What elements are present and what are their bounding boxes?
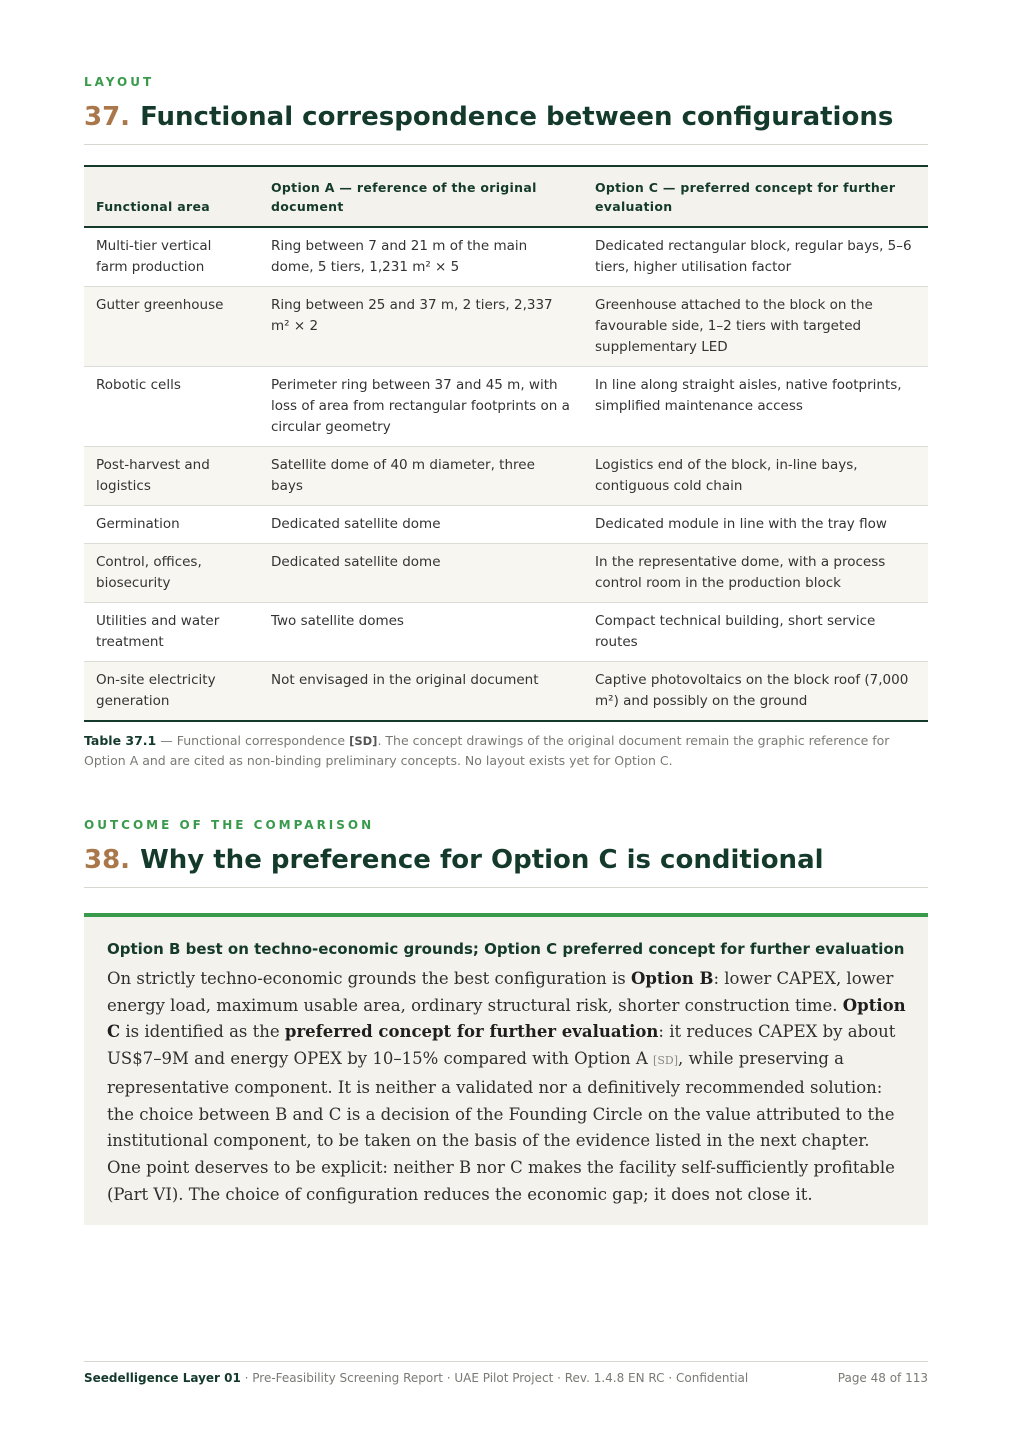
source-tag: [SD] (653, 1054, 678, 1068)
table-cell: Control, offices, biosecurity (84, 544, 259, 603)
callout-title: Option B best on techno-economic grounds; Option C preferred concept for further evaluation (107, 940, 905, 958)
table-row (84, 662, 928, 722)
table-cell: Logistics end of the block, in-line bays, contiguous cold chain (583, 447, 928, 506)
table-cell: Dedicated satellite dome (259, 506, 583, 544)
correspondence-table (84, 165, 928, 722)
table-cell: Greenhouse attached to the block on the favourable side, 1–2 tiers with targeted supplementary LED (583, 287, 928, 367)
page-footer (84, 1371, 928, 1385)
footer-divider (84, 1361, 928, 1362)
section-number: 38. (84, 845, 131, 875)
table-row (84, 227, 928, 287)
table-cell: Two satellite domes (259, 603, 583, 662)
emphasis-text: Option C (107, 995, 906, 1042)
section-heading (84, 845, 824, 875)
footer-text: · Pre-Feasibility Screening Report · UAE Pilot Project · Rev. 1.4.8 EN RC · Confidential (240, 1371, 749, 1385)
table-cell: Dedicated rectangular block, regular bays, 5–6 tiers, higher utilisation factor (583, 227, 928, 287)
column-header: Functional area (84, 166, 259, 227)
footer-brand: Seedelligence Layer 01 (84, 1371, 241, 1385)
section-eyebrow: OUTCOME OF THE COMPARISON (84, 818, 375, 832)
body-text: : it reduces CAPEX by about US$7–9M and energy OPEX by 10–15% compared with Option A (107, 1022, 896, 1069)
table-cell: On-site electricity generation (84, 662, 259, 722)
table-row (84, 506, 928, 544)
heading-divider (84, 144, 928, 145)
section-title: Why the preference for Option C is conditional (140, 845, 824, 875)
callout-body (107, 966, 906, 1208)
table-cell: Compact technical building, short service routes (583, 603, 928, 662)
table-cell: Satellite dome of 40 m diameter, three bays (259, 447, 583, 506)
caption-dash: — Functional correspondence (156, 733, 350, 748)
table-cell: Robotic cells (84, 367, 259, 447)
body-text: On strictly techno-economic grounds the best configuration is (107, 969, 631, 988)
table-caption (84, 731, 928, 771)
table-row (84, 544, 928, 603)
emphasis-text: preferred concept for further evaluation (284, 1022, 659, 1042)
table-row (84, 447, 928, 506)
section-number: 37. (84, 102, 131, 132)
table-row (84, 603, 928, 662)
section-eyebrow: LAYOUT (84, 75, 155, 89)
table-row (84, 367, 928, 447)
caption-text: . The concept drawings of the original document remain the graphic reference for Option A and are cited as non-binding preliminary concepts. No layout exists yet for Option C. (84, 733, 890, 768)
conclusion-callout (84, 913, 928, 1225)
table-cell: Gutter greenhouse (84, 287, 259, 367)
body-text: is identified as the (120, 1022, 285, 1042)
section-title: Functional correspondence between configurations (140, 102, 894, 132)
column-header: Option A — reference of the original document (259, 166, 583, 227)
section-heading (84, 102, 893, 132)
heading-divider (84, 887, 928, 888)
table-cell: Dedicated satellite dome (259, 544, 583, 603)
column-header: Option C — preferred concept for further evaluation (583, 166, 928, 227)
table-cell: Not envisaged in the original document (259, 662, 583, 722)
table-cell: Germination (84, 506, 259, 544)
table-cell: Multi-tier vertical farm production (84, 227, 259, 287)
table-cell: Utilities and water treatment (84, 603, 259, 662)
table-cell: In line along straight aisles, native footprints, simplified maintenance access (583, 367, 928, 447)
body-text: : lower CAPEX, lower energy load, maximum usable area, ordinary structural risk, shorter construction time. (107, 969, 894, 1015)
caption-label: Table 37.1 (84, 733, 157, 748)
table-cell: Ring between 7 and 21 m of the main dome, 5 tiers, 1,231 m² × 5 (259, 227, 583, 287)
table-cell: Ring between 25 and 37 m, 2 tiers, 2,337 m² × 2 (259, 287, 583, 367)
source-tag: [SD] (349, 734, 378, 748)
page-number: Page 48 of 113 (837, 1371, 928, 1385)
table-row (84, 287, 928, 367)
emphasis-text: Option B (630, 969, 714, 988)
table-cell: Post-harvest and logistics (84, 447, 259, 506)
table-cell: In the representative dome, with a process control room in the production block (583, 544, 928, 603)
table-cell: Captive photovoltaics on the block roof (7,000 m²) and possibly on the ground (583, 662, 928, 722)
body-text: , while preserving a representative component. It is neither a validated nor a definitively recommended solution: the choice between B and C is a decision of the Founding Circle on the value attributed to the institutional component, to be taken on the basis of the evidence listed in the next chapter. One point deserves to be explicit: neither B nor C makes the facility self-sufficiently profitable (Part VI). The choice of configuration reduces the economic gap; it does not close it. (107, 1049, 895, 1204)
table-cell: Dedicated module in line with the tray flow (583, 506, 928, 544)
table-header-row (84, 166, 928, 227)
table-cell: Perimeter ring between 37 and 45 m, with loss of area from rectangular footprints on a circular geometry (259, 367, 583, 447)
